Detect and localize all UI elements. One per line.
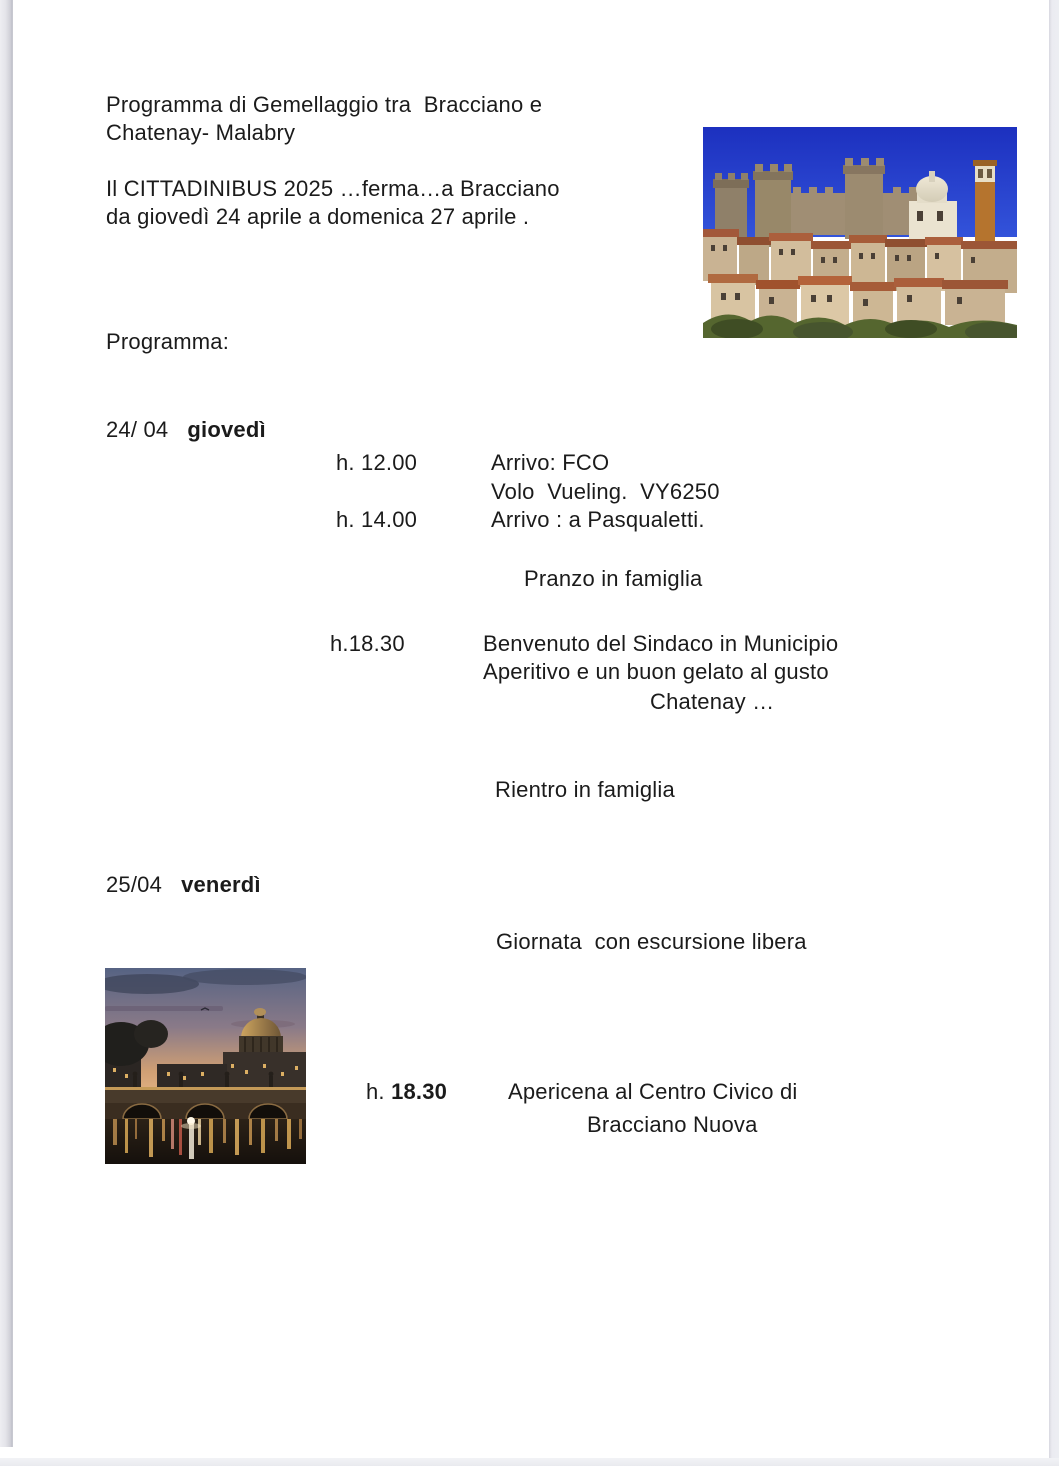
day2-heading: [106, 872, 261, 898]
section-title: Programma:: [106, 329, 230, 354]
day2-row2-time: [366, 1079, 447, 1105]
day1-row3-text: Arrivo : a Pasqualetti.: [491, 507, 705, 532]
header-line-2: Chatenay- Malabry: [106, 120, 296, 145]
day1-row5-text: Benvenuto del Sindaco in Municipio: [483, 631, 839, 656]
day1-row5-time: h.18.30: [330, 631, 405, 656]
scan-edge-right: [1049, 0, 1059, 1466]
day2-row1-text: Giornata con escursione libera: [496, 929, 807, 954]
day2-row3-text: Bracciano Nuova: [587, 1112, 758, 1137]
day1-row8-text: Rientro in famiglia: [495, 777, 675, 802]
day1-row7-text: Chatenay …: [650, 689, 775, 714]
scan-edge-bottom: [0, 1458, 1059, 1466]
day2-row2-time-value: 18.30: [391, 1079, 448, 1104]
day1-row1-time: h. 12.00: [336, 450, 418, 475]
rome-st-peters-dusk-photo: [105, 968, 306, 1164]
day1-row3-time: h. 14.00: [336, 507, 418, 532]
day1-row4-text: Pranzo in famiglia: [524, 566, 703, 591]
day2-row2-time-prefix: h.: [366, 1079, 392, 1104]
scan-edge-left: [0, 0, 13, 1447]
day2-date: 25/04: [106, 872, 163, 897]
day1-weekday: giovedì: [187, 417, 266, 442]
day1-row1-text: Arrivo: FCO: [491, 450, 610, 475]
intro-line-1: Il CITTADINIBUS 2025 …ferma…a Bracciano: [106, 176, 560, 201]
intro-line-2: da giovedì 24 aprile a domenica 27 aprile .: [106, 204, 530, 229]
bracciano-old-town-photo: [703, 127, 1017, 338]
day1-heading: [106, 417, 266, 443]
day2-row2-text: Apericena al Centro Civico di: [508, 1079, 798, 1104]
day1-date: 24/ 04: [106, 417, 169, 442]
header-line-1: Programma di Gemellaggio tra Bracciano e: [106, 92, 543, 117]
day2-weekday: venerdì: [181, 872, 261, 897]
day1-row6-text: Aperitivo e un buon gelato al gusto: [483, 659, 829, 684]
day1-row2-text: Volo Vueling. VY6250: [491, 479, 720, 504]
